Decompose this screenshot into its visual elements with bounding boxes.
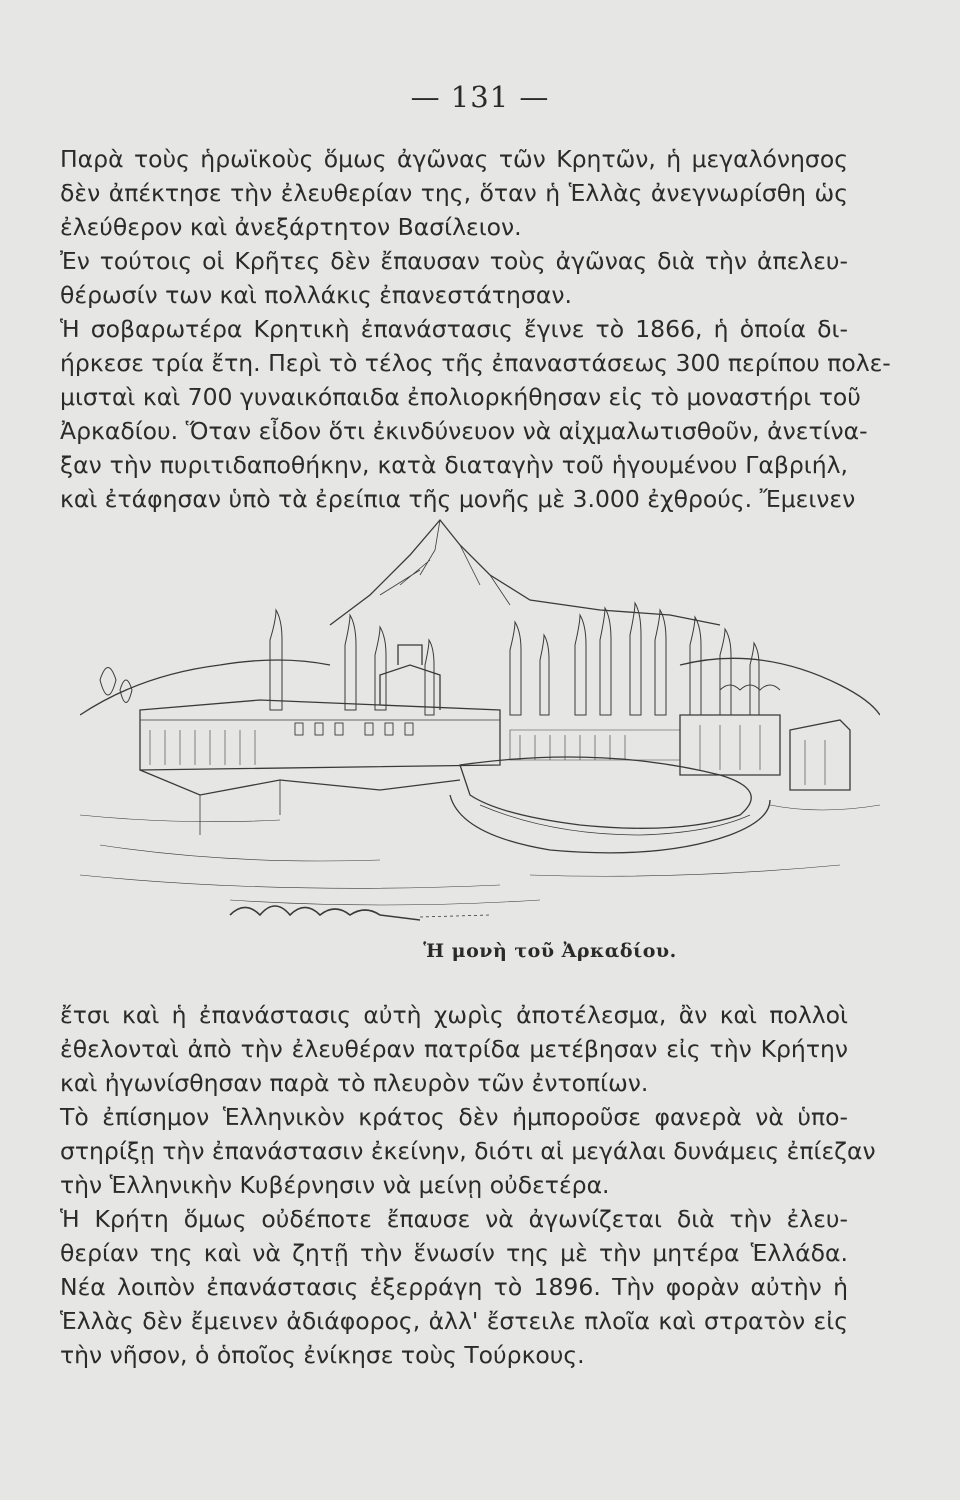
text-line: Νέα λοιπὸν ἐπανάστασις ἐξερράγη τὸ 1896. Τὴν φορὰν αὐτὴν ἡ [60,1273,848,1301]
text-line: θέρωσίν των καὶ πολλάκις ἐπανεστάτησαν. [60,281,572,309]
arkadi-monastery-illustration [80,515,880,925]
text-line: δὲν ἀπέκτησε τὴν ἐλευθερίαν της, ὅταν ἡ Ἑλλὰς ἀνεγνωρίσθη ὡς [60,179,848,207]
text-line: μισταὶ καὶ 700 γυναικόπαιδα ἐπολιορκήθησαν εἰς τὸ μοναστήρι τοῦ [60,383,861,411]
text-line: καὶ ἠγωνίσθησαν παρὰ τὸ πλευρὸν τῶν ἐντοπίων. [60,1069,649,1097]
text-line: Τὸ ἐπίσημον Ἑλληνικὸν κράτος δὲν ἠμποροῦσε φανερὰ νὰ ὑπο- [60,1103,848,1131]
text-line: Ἑλλὰς δὲν ἔμεινεν ἀδιάφορος, ἀλλ' ἔστειλε πλοῖα καὶ στρατὸν εἰς [60,1307,848,1335]
page-number: — 131 — [410,80,550,114]
text-line: Ἡ σοβαρωτέρα Κρητικὴ ἐπανάστασις ἔγινε τὸ 1866, ἡ ὁποία δι- [60,315,848,343]
text-line: ἔτσι καὶ ἡ ἐπανάστασις αὐτὴ χωρὶς ἀποτέλεσμα, ἂν καὶ πολλοὶ [60,1001,848,1029]
text-line: Ἡ Κρήτη ὅμως οὐδέποτε ἔπαυσε νὰ ἀγωνίζεται διὰ τὴν ἐλευ- [60,1205,848,1233]
text-block-top [60,142,891,516]
text-block-bottom [60,998,876,1372]
text-line: ἐλεύθερον καὶ ἀνεξάρτητον Βασίλειον. [60,213,522,241]
text-line: Ἐν τούτοις οἱ Κρῆτες δὲν ἔπαυσαν τοὺς ἀγῶνας διὰ τὴν ἀπελευ- [60,247,848,275]
text-line: Παρὰ τοὺς ἡρωϊκοὺς ὅμως ἀγῶνας τῶν Κρητῶν, ἡ μεγαλόνησος [60,145,848,173]
figure-caption: Ἡ μονὴ τοῦ Ἀρκαδίου. [423,940,677,962]
text-line: ἐθελονταὶ ἀπὸ τὴν ἐλευθέραν πατρίδα μετέβησαν εἰς τὴν Κρήτην [60,1035,848,1063]
text-line: τὴν νῆσον, ὁ ὁποῖος ἐνίκησε τοὺς Τούρκους. [60,1341,585,1369]
text-line: καὶ ἐτάφησαν ὑπὸ τὰ ἐρείπια τῆς μονῆς μὲ 3.000 ἐχθρούς. Ἔμεινεν [60,485,856,513]
text-line: στηρίξῃ τὴν ἐπανάστασιν ἐκείνην, διότι αἱ μεγάλαι δυνάμεις ἐπίεζαν [60,1137,876,1165]
text-line: τὴν Ἑλληνικὴν Κυβέρνησιν νὰ μείνῃ οὐδετέρα. [60,1171,610,1199]
text-line: Ἀρκαδίου. Ὅταν εἶδον ὅτι ἐκινδύνευον νὰ αἰχμαλωτισθοῦν, ἀνετίνα- [60,417,868,445]
text-line: θερίαν της καὶ νὰ ζητῇ τὴν ἕνωσίν της μὲ τὴν μητέρα Ἑλλάδα. [60,1239,848,1267]
text-line: ξαν τὴν πυριτιδαποθήκην, κατὰ διαταγὴν τοῦ ἡγουμένου Γαβριήλ, [60,451,848,479]
text-line: ήρκεσε τρία ἔτη. Περὶ τὸ τέλος τῆς ἐπαναστάσεως 300 περίπου πολε- [60,349,891,377]
